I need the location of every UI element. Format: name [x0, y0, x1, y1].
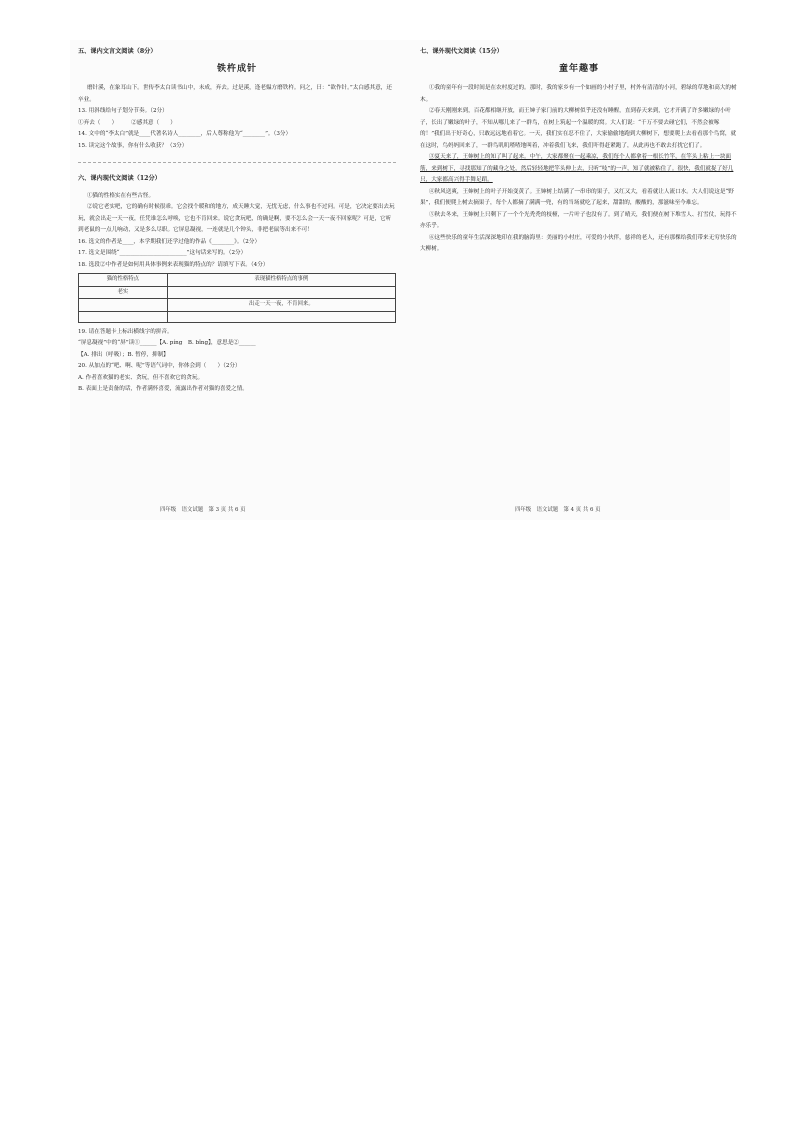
- question-19-line-2: 【A. 排出（呼吸）；B. 暂停，抑制】: [78, 351, 169, 358]
- passage-paragraph-3: ③夏天来了，王婶树上的知了叫了起来。中午，大家都聚在一起乘凉，我们每个人都拿着一根长竹竿，在竿头上粘上一块面筋，来到树下，寻找那知了的藏身之处，然后轻轻地把竿头伸上去，只听“吱”的一声，知了就被粘住了。很快，我们就捉了好几只，大家都高兴得手舞足蹈。: [420, 154, 734, 183]
- question-19: 19. 请在答题卡上标出横线字的拼音。: [78, 328, 173, 335]
- question-14: 14. 文中的“李太白”就是____代著名诗人________，后人尊称他为“________”。（3分）: [78, 131, 292, 137]
- question-20: 20. 从加点的“吧、啊、呢”等语气词中，你体会到（ ）（2分）: [78, 363, 241, 369]
- story-text: 磨针溪，在象耳山下。世传李太白读书山中，未成，弃去。过是溪，逢老媪方磨铁杵。问之，曰：“欲作针。”太白感其意，还卒业。: [78, 85, 392, 103]
- section-7-heading: 七、课外现代文阅读（15分）: [420, 48, 503, 55]
- table-row: [79, 286, 396, 299]
- section-6-heading: 六、课内现代文阅读（12分）: [78, 175, 161, 182]
- passage-paragraph-5: ⑤秋去冬来，王婶树上只剩下了一个个光秃秃的枝桠，一片叶子也没有了。到了晴天，我们便在树下堆雪人、打雪仗，玩得不亦乐乎。: [420, 211, 737, 229]
- cat-paragraph-2: ②说它老实吧，它的确有时候很乖。它会找个暖和的地方，成天睡大觉，无忧无虑，什么事也不过问。可是，它决定要出去玩玩，就会出走一天一夜，任凭谁怎么呼唤，它也不肯回来。说它贪玩吧，的确是啊，要不怎么会一天一夜不回家呢？可是，它听到老鼠的一点儿响动，又是多么尽职。它屏息凝视，一连就是几个钟头，非把老鼠等出来不可！: [78, 204, 395, 233]
- passage-paragraph-2: ②春天刚刚来到，百花都相继开放，而王婶子家门前的大柳树似乎还没有睡醒，直到春天来到，它才开满了许多嫩绿的小叶子，长出了嫩绿的叶子，不知从哪儿来了一群鸟，在树上筑起一个温暖的窝。大人们说：“千万不要去碰它们，不然会被啄的！”我们出于好奇心，只敢远远地看着它。一天，我们实在忍不住了，大家偷偷地跑到大柳树下，想要爬上去看看那个鸟窝，就在这时，鸟妈妈回来了，一群鸟叽叽喳喳地叫着，冲着我们飞来，我们吓得赶紧跑了，从此再也不敢去打扰它们了。: [420, 108, 737, 149]
- table-cell: [79, 299, 168, 312]
- question-19-line-1: “屏息凝视”中的“屏”读①______【A. píng B. bǐng】，意思是②______: [78, 340, 256, 346]
- question-13-items: ①弃去（ ） ②感其意（ ）: [78, 119, 176, 126]
- page-footer-right: 四年级 语文试题 第 4 页 共 6 页: [515, 507, 601, 513]
- left-column: [78, 46, 396, 396]
- passage-paragraph-6: ⑥这些快乐的童年生活深深地印在我的脑海里：美丽的小村庄，可爱的小伙伴，慈祥的老人，还有那棵给我们带来无穷快乐的大柳树。: [420, 234, 737, 252]
- page-footer-left: 四年级 语文试题 第 3 页 共 6 页: [160, 507, 246, 513]
- question-20-option-a: A. 作者喜欢猫的老实、贪玩，但不喜欢它的贪玩。: [78, 374, 204, 381]
- right-column: [420, 46, 738, 256]
- table-cell: [79, 311, 168, 322]
- question-20-option-b: B. 表面上是责备的话，作者满怀喜爱，流露出作者对猫的喜爱之情。: [78, 386, 248, 392]
- question-16: 16. 选文的作者是____，本学期我们还学过他的作品《________》。（2分）: [78, 238, 261, 245]
- table-row: [79, 311, 396, 322]
- passage-paragraph-1: ①我的童年有一段时间是在农村度过的。那时，我的家乡有一个如画的小村子里，村外有清清的小河，碧绿的草地和高大的树木。: [420, 85, 737, 103]
- section-5-heading: 五、课内文言文阅读（8分）: [78, 48, 157, 55]
- passage-title: 童年趣事: [558, 63, 599, 74]
- question-13: 13. 用斜线给句子划分节奏。（2分）: [78, 108, 168, 114]
- question-17: 17. 选文是围绕“________________________”这句话来写的。（2分）: [78, 250, 247, 256]
- table-cell: 老实: [79, 286, 168, 299]
- table-cell: [167, 286, 395, 299]
- passage-paragraph-4: ④秋风送爽，王婶树上的叶子开始变黄了。王婶树上结满了一串串的果子，又红又大，看着就让人流口水。大人们说这是“野果”，我们便爬上树去摘果子，每个人都摘了满满一兜，有的当场就吃了起来，甜甜的，酸酸的，那滋味至今难忘。: [420, 188, 734, 206]
- answer-line: [78, 156, 396, 163]
- table-header: 猫的性格特点: [79, 274, 168, 287]
- story-title: 铁杵成针: [216, 63, 257, 74]
- table-header: 表现猫性格特点的事例: [167, 274, 395, 287]
- question-15: 15. 读完这个故事，你有什么收获？（3分）: [78, 142, 188, 149]
- cat-paragraph-1: ①猫的性格实在有些古怪。: [86, 192, 155, 199]
- cat-trait-table: [78, 273, 396, 323]
- table-cell: [167, 311, 395, 322]
- table-row: [79, 299, 396, 312]
- table-cell: 出走一天一夜，不肯回来。: [167, 299, 395, 312]
- question-18: 18. 选段②中作者是如何用具体事例来表现猫的特点的？请填写下表。（4分）: [78, 261, 269, 268]
